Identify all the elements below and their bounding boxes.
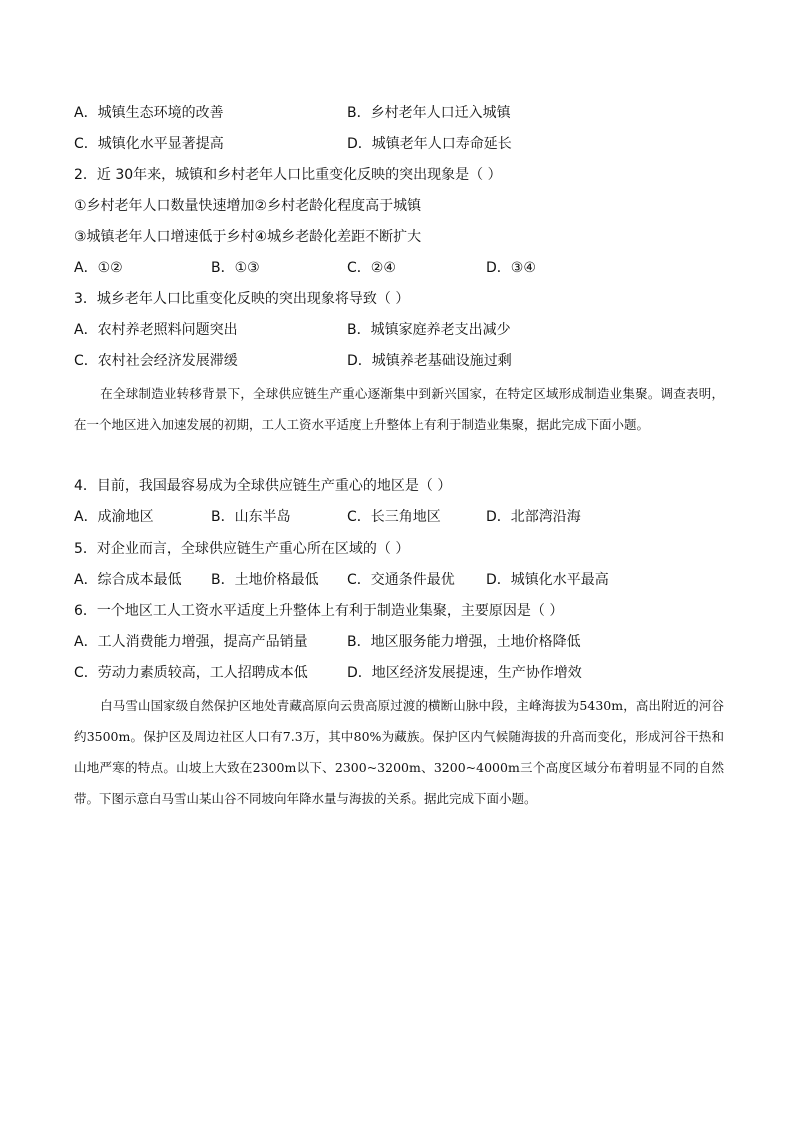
q3-option-c: C．农村社会经济发展滞缓 <box>74 353 238 369</box>
q3-stem: 3．城乡老年人口比重变化反映的突出现象将导致（ ） <box>74 291 410 307</box>
passage-baima-snow-mountain <box>74 690 724 814</box>
q5-stem: 5．对企业而言，全球供应链生产重心所在区域的（ ） <box>74 541 410 557</box>
q2-option-d: D．③④ <box>486 260 536 276</box>
q1-option-c: C．城镇化水平显著提高 <box>74 136 224 152</box>
q4-option-a: A．成渝地区 <box>74 509 154 525</box>
q1-option-b: B．乡村老年人口迁入城镇 <box>347 105 511 121</box>
passage-supply-chain-text: 在全球制造业转移背景下，全球供应链生产重心逐渐集中到新兴国家，在特定区域形成制造业集聚。调查表明，在一个地区进入加速发展的初期，工人工资水平适度上升整体上有利于制造业集聚，据此完成下面小题。 <box>74 386 724 432</box>
q1-option-d: D．城镇老年人口寿命延长 <box>347 136 512 152</box>
q3-option-d: D．城镇养老基础设施过剩 <box>347 353 512 369</box>
q3-option-b: B．城镇家庭养老支出减少 <box>347 322 511 338</box>
q3-option-a: A．农村养老照料问题突出 <box>74 322 238 338</box>
q4-option-c: C．长三角地区 <box>347 509 441 525</box>
passage-baima-snow-mountain-text: 白马雪山国家级自然保护区地处青藏高原向云贵高原过渡的横断山脉中段，主峰海拔为5430m，高出附近的河谷约3500m。保护区及周边社区人口有7.3万，其中80%为藏族。保护区内气候随海拔的升高而变化，形成河谷干热和山地严寒的特点。山坡上大致在2300m以下、2300~3200m、3200~4000m三个高度区域分布着明显不同的自然带。下图示意白马雪山某山谷不同坡向年降水量与海拔的关系。据此完成下面小题。 <box>74 698 724 806</box>
q1-option-a: A．城镇生态环境的改善 <box>74 105 224 121</box>
q5-option-b: B．土地价格最低 <box>211 572 319 588</box>
q2-option-b: B．①③ <box>211 260 260 276</box>
q2-option-c: C．②④ <box>347 260 396 276</box>
q5-option-d: D．城镇化水平最高 <box>486 572 609 588</box>
q2-statement-1: ①乡村老年人口数量快速增加②乡村老龄化程度高于城镇 <box>74 198 422 214</box>
q6-option-a: A．工人消费能力增强，提高产品销量 <box>74 634 308 650</box>
q2-stem: 2．近 30年来，城镇和乡村老年人口比重变化反映的突出现象是（ ） <box>74 167 502 183</box>
q4-stem: 4．目前，我国最容易成为全球供应链生产重心的地区是（ ） <box>74 478 452 494</box>
q6-option-b: B．地区服务能力增强，土地价格降低 <box>347 634 581 650</box>
q6-stem: 6．一个地区工人工资水平适度上升整体上有利于制造业集聚，主要原因是（ ） <box>74 603 564 619</box>
q4-option-b: B．山东半岛 <box>211 509 291 525</box>
q5-option-c: C．交通条件最优 <box>347 572 455 588</box>
passage-supply-chain <box>74 378 724 440</box>
q2-option-a: A．①② <box>74 260 123 276</box>
q5-option-a: A．综合成本最低 <box>74 572 182 588</box>
q6-option-c: C．劳动力素质较高，工人招聘成本低 <box>74 665 308 681</box>
q2-statement-2: ③城镇老年人口增速低于乡村④城乡老龄化差距不断扩大 <box>74 229 422 245</box>
q6-option-d: D．地区经济发展提速，生产协作增效 <box>347 665 582 681</box>
q4-option-d: D．北部湾沿海 <box>486 509 581 525</box>
